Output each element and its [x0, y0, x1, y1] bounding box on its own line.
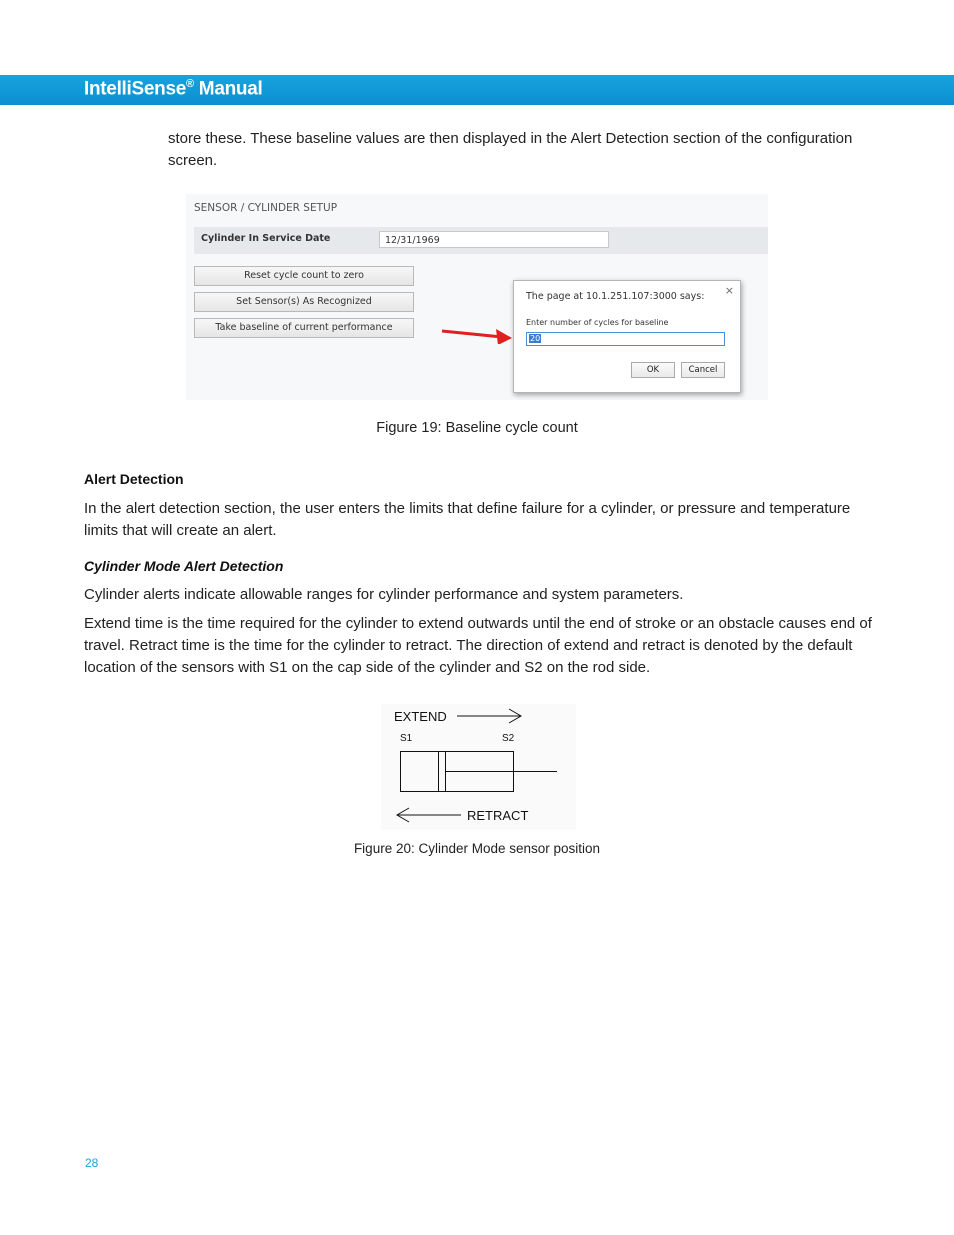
set-sensors-button[interactable]: Set Sensor(s) As Recognized: [194, 292, 414, 312]
prompt-dialog: [513, 280, 741, 393]
take-baseline-button[interactable]: Take baseline of current performance: [194, 318, 414, 338]
cycles-input-value: 20: [530, 334, 541, 343]
header-bar: [0, 75, 954, 105]
page-number: 28: [85, 1156, 99, 1170]
s2-label: S2: [502, 733, 515, 744]
cylinder-mode-paragraph-1: Cylinder alerts indicate allowable ranges for cylinder performance and system parameters.: [84, 586, 684, 603]
ok-button[interactable]: OK: [631, 362, 675, 378]
dialog-prompt: Enter number of cycles for baseline: [526, 318, 669, 327]
title-text: IntelliSense: [84, 78, 186, 100]
figure-19-caption: Figure 19: Baseline cycle count: [376, 420, 578, 436]
cylinder-mode-paragraph-2: Extend time is the time required for the cylinder to extend outwards until the end of stroke or an obstacle causes end of travel. Retract time is the time for the cylinder to retract. The direction of extend and retract is denoted by the default location of the sensors with S1 on the cap side of the cylinder and S2 on the rod side.: [84, 615, 872, 676]
cancel-button[interactable]: Cancel: [681, 362, 725, 378]
reset-cycle-button[interactable]: Reset cycle count to zero: [194, 266, 414, 286]
alert-detection-paragraph: In the alert detection section, the user enters the limits that define failure for a cylinder, or pressure and temperature limits that will create an alert.: [84, 500, 851, 539]
cycles-input[interactable]: [526, 332, 725, 346]
dialog-title: The page at 10.1.251.107:3000 says:: [526, 291, 705, 302]
extend-label: EXTEND: [394, 709, 447, 724]
red-arrow-icon: [440, 324, 516, 344]
figure-19-screenshot: [186, 194, 768, 400]
figure-20-caption: Figure 20: Cylinder Mode sensor position: [353, 841, 601, 856]
figure-20-diagram: [381, 704, 576, 830]
date-row: [194, 227, 768, 254]
date-input[interactable]: 12/31/1969: [379, 231, 609, 248]
s1-label: S1: [400, 733, 413, 744]
date-label: Cylinder In Service Date: [201, 233, 331, 244]
intro-paragraph: store these. These baseline values are then displayed in the Alert Detection section of the configuration screen.: [168, 130, 853, 169]
extend-arrow-icon: [455, 708, 525, 724]
cylinder-icon: [399, 750, 559, 794]
close-icon[interactable]: ×: [724, 284, 734, 297]
retract-label: RETRACT: [467, 808, 529, 823]
manual-title: [84, 78, 262, 100]
alert-detection-heading: Alert Detection: [84, 471, 184, 487]
title-suffix: Manual: [198, 78, 263, 100]
cylinder-mode-heading: Cylinder Mode Alert Detection: [84, 558, 284, 574]
registered-mark: ®: [186, 78, 194, 90]
setup-section-title: SENSOR / CYLINDER SETUP: [194, 202, 338, 214]
retract-arrow-icon: [395, 807, 463, 823]
